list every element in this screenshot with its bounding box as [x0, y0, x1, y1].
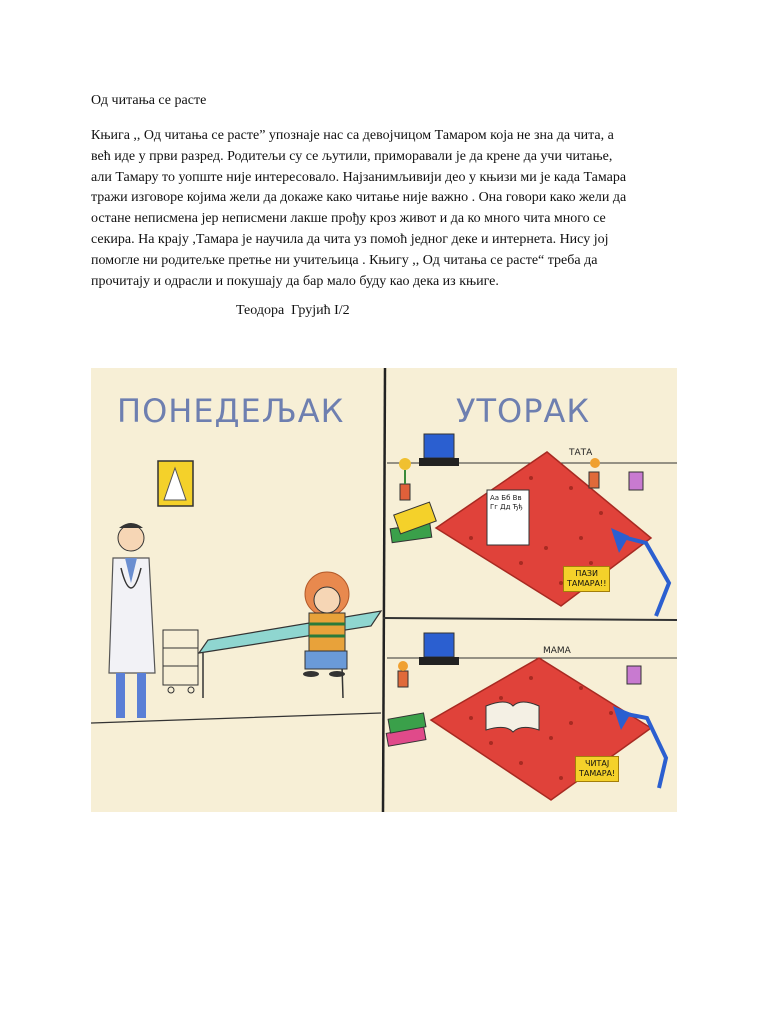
paragraph-line: прочитају и одрасли и покушају да бар мало буду као дека из књиге. — [91, 273, 499, 289]
red-rug — [436, 452, 651, 606]
open-book-icon — [486, 702, 539, 732]
laptop-icon — [424, 434, 454, 458]
books-stack — [390, 502, 436, 543]
flower-icon — [399, 458, 411, 470]
sign-line: ЧИТАЈ — [585, 759, 610, 768]
paragraph-line: већ иде у први разред. Родитељи су се љутили, приморавали је да крене да учи читање, — [91, 148, 613, 164]
sign-line: ПАЗИ — [575, 569, 599, 578]
paragraph-line: секира. На крају ,Тамара је научила да чита уз помоћ једног деке и интернета. Нису јој — [91, 231, 609, 247]
review-paragraph — [91, 126, 691, 292]
warning-sign — [563, 566, 610, 592]
medical-cart — [163, 630, 198, 693]
girl-figure — [303, 572, 349, 677]
author-signature: Теодора Грујић I/2 — [236, 303, 350, 318]
vertical-divider — [383, 368, 385, 812]
label-mama: МАМА — [543, 646, 571, 656]
alphabet-text: Аа Бб Вв Гг Дд Ђђ — [490, 494, 523, 511]
paragraph-line: помогле ни родитељке претње ни учитељица . Књигу ,, Од читања се расте“ треба да — [91, 252, 598, 268]
read-sign — [575, 756, 619, 782]
sign-line: ТАМАРА! — [579, 769, 616, 778]
document-title: Од читања се расте — [91, 93, 207, 108]
panel-tuesday-label: УТОРАК — [456, 392, 591, 430]
paragraph-line: тражи изговоре којима жели да докаже како читање није важно . Она говори како жели да — [91, 190, 627, 206]
child-drawing — [91, 368, 677, 812]
doctor-figure — [109, 523, 155, 718]
paragraph-line: али Тамару то уопште није интересовало. Најзанимљивији део у књизи ми је када Тамара — [91, 169, 627, 185]
panel-monday-label: ПОНЕДЕЉАК — [117, 392, 345, 430]
horizontal-divider — [383, 618, 677, 620]
examination-bed — [199, 611, 381, 698]
paragraph-line: Књига ,, Од читања се расте” упознаје нас са девојчицом Тамаром која не зна да чита, а — [91, 128, 614, 143]
paragraph-line: остане неписмена јер неписмени лакше прођу кроз живот и да ко много чита много се — [91, 211, 606, 227]
books-stack-bottom — [386, 713, 426, 746]
label-tata: ТАТА — [569, 448, 593, 458]
sign-line: ТАМАРА!! — [567, 579, 607, 588]
